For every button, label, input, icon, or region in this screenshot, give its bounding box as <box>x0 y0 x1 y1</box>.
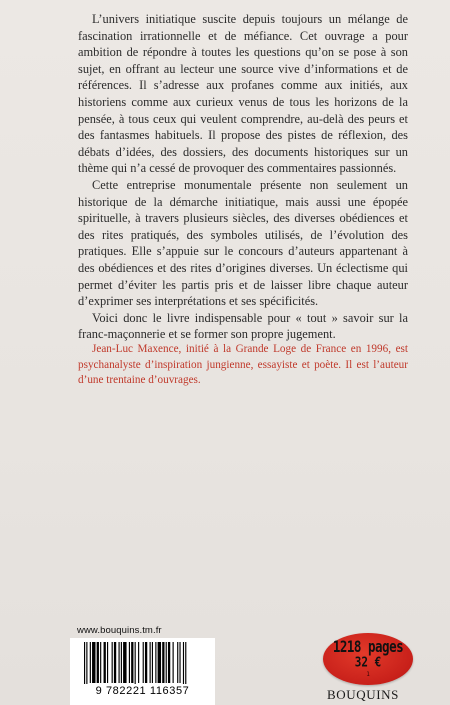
publisher-website: www.bouquins.tm.fr <box>77 625 162 636</box>
barcode-bars <box>84 642 202 684</box>
barcode-bar <box>135 642 136 684</box>
barcode-bar <box>179 642 180 683</box>
blurb-text <box>78 11 408 343</box>
barcode-bar <box>152 642 153 683</box>
price-label: 32 € <box>354 654 382 671</box>
sticker-reference: 1 <box>366 671 370 678</box>
barcode-bar <box>97 642 99 683</box>
barcode-bar <box>123 642 126 683</box>
barcode-bar <box>112 642 113 683</box>
isbn-barcode <box>70 638 215 705</box>
barcode-bar <box>131 642 133 683</box>
blurb-paragraph-2: Cette entreprise monumentale présente non seulement un historique de la démarche initiatique, mais aussi une épopée spirituelle, à travers plusieurs siècles, des diverses obédiences et des rites pratiqués, des symboles utilisés, de l’évolution des pratiques. Elle s’appuie sur le concours d’auteurs appartenant à des obédiences et des rites d’origines diverses. Un éclectisme qui permet d’éviter les partis pris et de laisser libre chaque auteur d’exprimer ses interprétations et ses spécificités. <box>78 177 408 309</box>
barcode-bar <box>90 642 91 683</box>
barcode-bar <box>107 642 108 683</box>
barcode-bar <box>150 642 151 683</box>
barcode-bar <box>143 642 144 683</box>
price-sticker <box>323 633 413 685</box>
author-note <box>78 342 408 389</box>
barcode-bar <box>84 642 85 684</box>
blurb-paragraph-1: L’univers initiatique suscite depuis toujours un mélange de fascination irrationnelle et de méfiance. Cet ouvrage a pour ambition de répondre à toutes les questions qu’on se pose à son sujet, en offrant au lecteur une source vive d’informations et de références. Il s’adresse aux profanes comme aux initiés, aux historiens comme aux curieux venus de tous les horizons de la pensée, à tous ceux qui veulent comprendre, au-delà des peurs et des fantasmes habituels. Il propose des pistes de réflexion, des débats d’idées, des dossiers, des documents historiques sur un thème qui n’a cessé de provoquer des commentaires passionnés. <box>78 12 408 176</box>
barcode-bar <box>185 642 186 684</box>
barcode-bar <box>158 642 161 683</box>
barcode-bar <box>121 642 122 683</box>
page-count: 1218 pages <box>332 637 404 656</box>
barcode-bar <box>155 642 156 683</box>
isbn-number: 9 782221 116357 <box>95 685 190 697</box>
barcode-bar <box>145 642 147 683</box>
blurb-paragraph-3: Voici donc le livre indispensable pour « tout » savoir sur la franc-maçonnerie et se former son propre jugement. <box>78 310 408 342</box>
barcode-bar <box>129 642 130 683</box>
barcode-bar <box>114 642 116 683</box>
barcode-bar <box>92 642 95 683</box>
barcode-bar <box>86 642 87 684</box>
author-note-text: Jean-Luc Maxence, initié à la Grande Loge de France en 1996, est psychanalyste d’inspiration jungienne, essayiste et poète. Il est l’auteur d’une trentaine d’ouvrages. <box>78 343 408 387</box>
barcode-bar <box>100 642 101 683</box>
barcode-bar <box>166 642 167 683</box>
barcode-bar <box>183 642 184 684</box>
barcode-bar <box>104 642 106 683</box>
barcode-bar <box>119 642 120 683</box>
barcode-bar <box>162 642 164 683</box>
barcode-bar <box>138 642 139 683</box>
publisher-logo: BOUQUINS <box>327 687 399 702</box>
barcode-bar <box>177 642 178 683</box>
barcode-bar <box>173 642 174 683</box>
barcode-bar <box>168 642 170 683</box>
